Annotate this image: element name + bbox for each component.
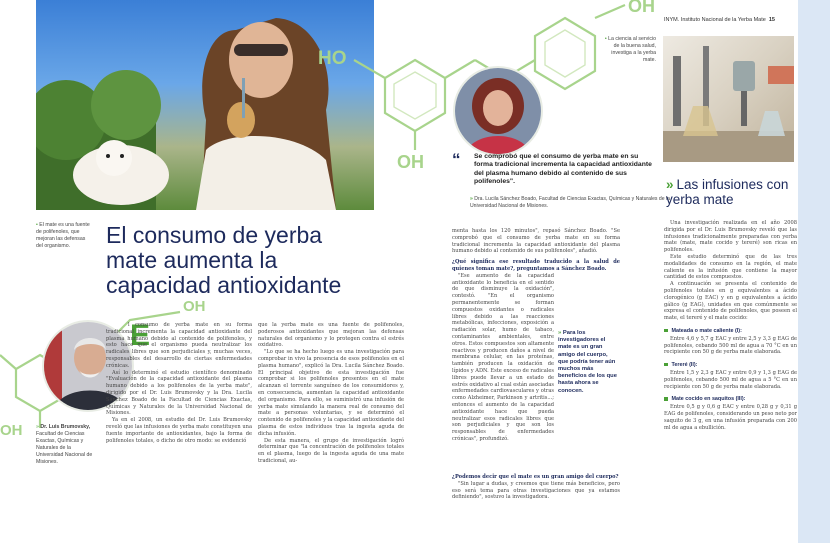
pull-quote-text: Para los investigadores el mate es un gran amigo del cuerpo, que podría tener aún muchos más beneficios de los que hasta ahora se conocen. — [558, 330, 617, 394]
sidebar-title-arrows: » — [666, 177, 674, 192]
sidebar-item-title: Mate cocido en saquitos (III): — [664, 396, 797, 403]
right-page-number: 15 — [768, 17, 775, 23]
col3-question: ¿Podemos decir que el mate es un gran amigo del cuerpo? — [452, 474, 619, 480]
article-column-3-end — [452, 474, 620, 501]
sidebar-item-title: Tereré (II): — [664, 362, 797, 369]
drop-cap: E — [130, 319, 151, 352]
sidebar-paragraph: Una investigación realizada en el año 2008 dirigida por el Dr. Luis Brumovsky reveló que las infusiones tradicionalmente preparadas con yerba mate (mate, mate cocido y tereré) son ricas en polifenoles. — [664, 220, 797, 254]
brumovsky-name: Dr. Luis Brumovsky, — [40, 424, 91, 430]
lab-caption-text: La ciencia al servicio de la buena salud, investiga a la yerba mate. — [608, 36, 656, 63]
col3-question: ¿Qué significa ese resultado traducido a la salud de quienes toman mate?, preguntamos a Sánchez Boado. — [452, 259, 620, 272]
col1-paragraph: Ya en el 2008, un estudio del Dr. Luis Brumovsky reveló que las infusiones de yerba mate constituyen una fuente importante de antioxidantes, bajo la forma de polifenoles totales, o dicho de otro modo: se evidenció — [106, 417, 252, 444]
sidebar-item-text: Entre 4,6 y 5,7 g EAC y entre 2,5 y 3,3 g EAG de polifenoles, cebando 500 ml de agua a 70 °C en un recipiente con 50 g de yerba mate elaborada. — [664, 335, 797, 356]
col2-paragraph: De esta manera, el grupo de investigación logró determinar que "la concentración de polifenoles totales en el plasma, luego de la ingesta aguda de una mate tradicional, au- — [258, 437, 404, 464]
quote-mark: “ — [452, 150, 461, 169]
ho-label-top: HO — [318, 48, 347, 69]
oh-label-bottom: OH — [397, 152, 424, 172]
portrait-sanchez-boado — [453, 66, 543, 156]
lab-caption: • La ciencia al servicio de la buena salud, investiga a la yerba mate. — [604, 36, 656, 63]
quote-attribution-text: Dra. Lucila Sánchez Boado, Facultad de Ciencias Exactas, Químicas y Naturales de la Universidad Nacional de Misiones. — [470, 196, 670, 209]
sidebar-item-text: Entre 1,5 y 2,3 g EAC y entre 0,9 y 1,3 g EAG de polifenoles, cebando 500 ml de agua a 5 °C en un recipiente con 50 g de yerba mate elaborada. — [664, 369, 797, 390]
oh-label-top: OH — [628, 0, 655, 16]
col3-answer: "Sin lugar a dudas, y creemos que tiene más beneficios, pero eso será tema para otras investigaciones que ya estamos definiendo", sostuvo la investigadora. — [452, 480, 620, 501]
brumovsky-caption: » Dr. Luis Brumovsky, Facultad de Ciencias Exactas, Químicas y Naturales de la Universidad Nacional de Misiones. — [36, 424, 93, 465]
col2-paragraph: que la yerba mate es una fuente de polifenoles, poderosos antioxidantes que mejoran las defensas naturales del organismo y lo protegen contra el estrés oxidativo. — [258, 322, 404, 349]
mate-caption-text: El mate es una fuente de polifenoles, que mejoran las defensas del organismo. — [36, 222, 90, 249]
article-column-1 — [106, 319, 252, 444]
sidebar-item-title: Mateada o mate caliente (I): — [664, 328, 797, 335]
sidebar-paragraph: A continuación se presenta el contenido de polifenoles totales en g equivalentes a ácido clorogénico (g EAC) y en g equivalentes a ácido gálico (g EAG), unidades en que comúnmente se expresa el contenido de polifenoles, que poseen el mate, el tereré y el mate cocido: — [664, 281, 797, 322]
sidebar-body — [664, 220, 797, 431]
col3-answer: "Ese aumento de la capacidad antioxidante lo beneficia en el sentido de que disminuye la oxidación", contestó. "En el organismo permanentemente se forman compuestos oxidantes o radicales libres debido a las reacciones metabólicas, infecciones, exposición a radiación solar, humo de tabaco, contaminantes ambientales, entre otros. Estos compuestos son altamente reactivos y producen daños a nivel de membrana celular, en las proteínas, también producen la oxidación de lípidos y ADN. Este exceso de radicales libres puede llevar a un estado de estrés oxidativo al cual están asociadas enfermedades cardiovasculares y otras como Alzheimer, Parkinson y artritis...; entonces el aumento de la capacidad antioxidante hace que pueda neutralizar esos radicales libres que son perjudiciales y que son los responsables de enfermedades crónicas", profundizó. — [452, 272, 554, 442]
col3-paragraph: menta hasta los 120 minutos", repasó Sánchez Boado. "Se comprobó que el consumo de yerba mate en su forma tradicional incrementa la capacidad antioxidante del plasma humano debido al contenido de sus polifenoles", añadió. — [452, 228, 620, 255]
quote-text: Se comprobó que el consumo de yerba mate en su forma tradicional incrementa la capacidad antioxidante del plasma humano debido al contenido de sus polifenoles". — [474, 153, 652, 186]
article-title: El consumo de yerba mate aumenta la capacidad antioxidante — [106, 222, 342, 298]
brumovsky-role: Facultad de Ciencias Exactas, Químicas y Naturales de la Universidad Nacional de Misiones. — [36, 431, 93, 465]
col1-paragraph: l consumo de yerba mate en su forma tradicional incrementa la capacidad antioxidante del plasma humano debido al contenido de polifenoles, y esto hace que el organismo pueda neutralizar los radicales libres que son perjudiciales y, muchas veces, responsables del desarrollo de ciertas enfermedades crónicas. — [106, 322, 252, 369]
pull-quote-arrows: » — [558, 330, 562, 336]
article-column-2 — [258, 322, 404, 465]
oh-label-mid: OH — [183, 298, 206, 315]
col1-paragraph: Así lo determinó el estudio científico denominado "Evaluación de la capacidad antioxidante del plasma humano debido a los polifenoles de la yerba mate", dirigido por el Dr. Luis Brumovsky y la Dra. Lucila Sánchez Boado de la Facultad de Ciencias Exactas, Químicas y Naturales de la Universidad Nacional de Misiones. — [106, 369, 252, 417]
col2-paragraph: "Lo que se ha hecho luego es una investigación para comprobar in vivo la presencia de esos polifenoles en el plasma humano", explicó la Dra. Lucila Sánchez Boado. El principal objetivo de esta investigación fue comprobar si los polifenoles presentes en el mate alcanzan el torrente sanguíneo de los consumidores y, en consecuencia, aumentan la capacidad antioxidante del organismo. Para ello, se suministró una infusión de yerba mate simulando la manera real de consumo del mate a personas voluntarias, y se determinó el contenido de polifenoles y la capacidad antioxidante del plasma de estos individuos tras la ingesta aguda de dicha infusión. — [258, 349, 404, 437]
right-section-name: INYM. Instituto Nacional de la Yerba Mate — [664, 17, 766, 23]
quote-arrows: » — [470, 196, 473, 202]
sidebar-item-text: Entre 0,5 g y 0,6 g EAC y entre 0,28 g y 0,31 g EAG de polifenoles, considerando un peso neto por saquito de 3 g, en una infusión preparada con 200 ml de agua a ebullición. — [664, 404, 797, 431]
portrait-sanchez-boado-illustration — [455, 68, 541, 154]
sidebar-paragraph: Este estudio determinó que de las tres modalidades de consumo en la región, el mate caliente es la infusión que contiene la mayor cantidad de estos compuestos. — [664, 253, 797, 281]
mate-caption: • El mate es una fuente de polifenoles, que mejoran las defensas del organismo. — [36, 222, 90, 249]
sidebar-title — [666, 177, 796, 207]
pull-quote — [558, 330, 618, 395]
sidebar-title-text: Las infusiones con yerba mate — [666, 177, 789, 207]
oh-label-left: OH — [0, 422, 23, 439]
quote-attribution — [470, 196, 670, 209]
